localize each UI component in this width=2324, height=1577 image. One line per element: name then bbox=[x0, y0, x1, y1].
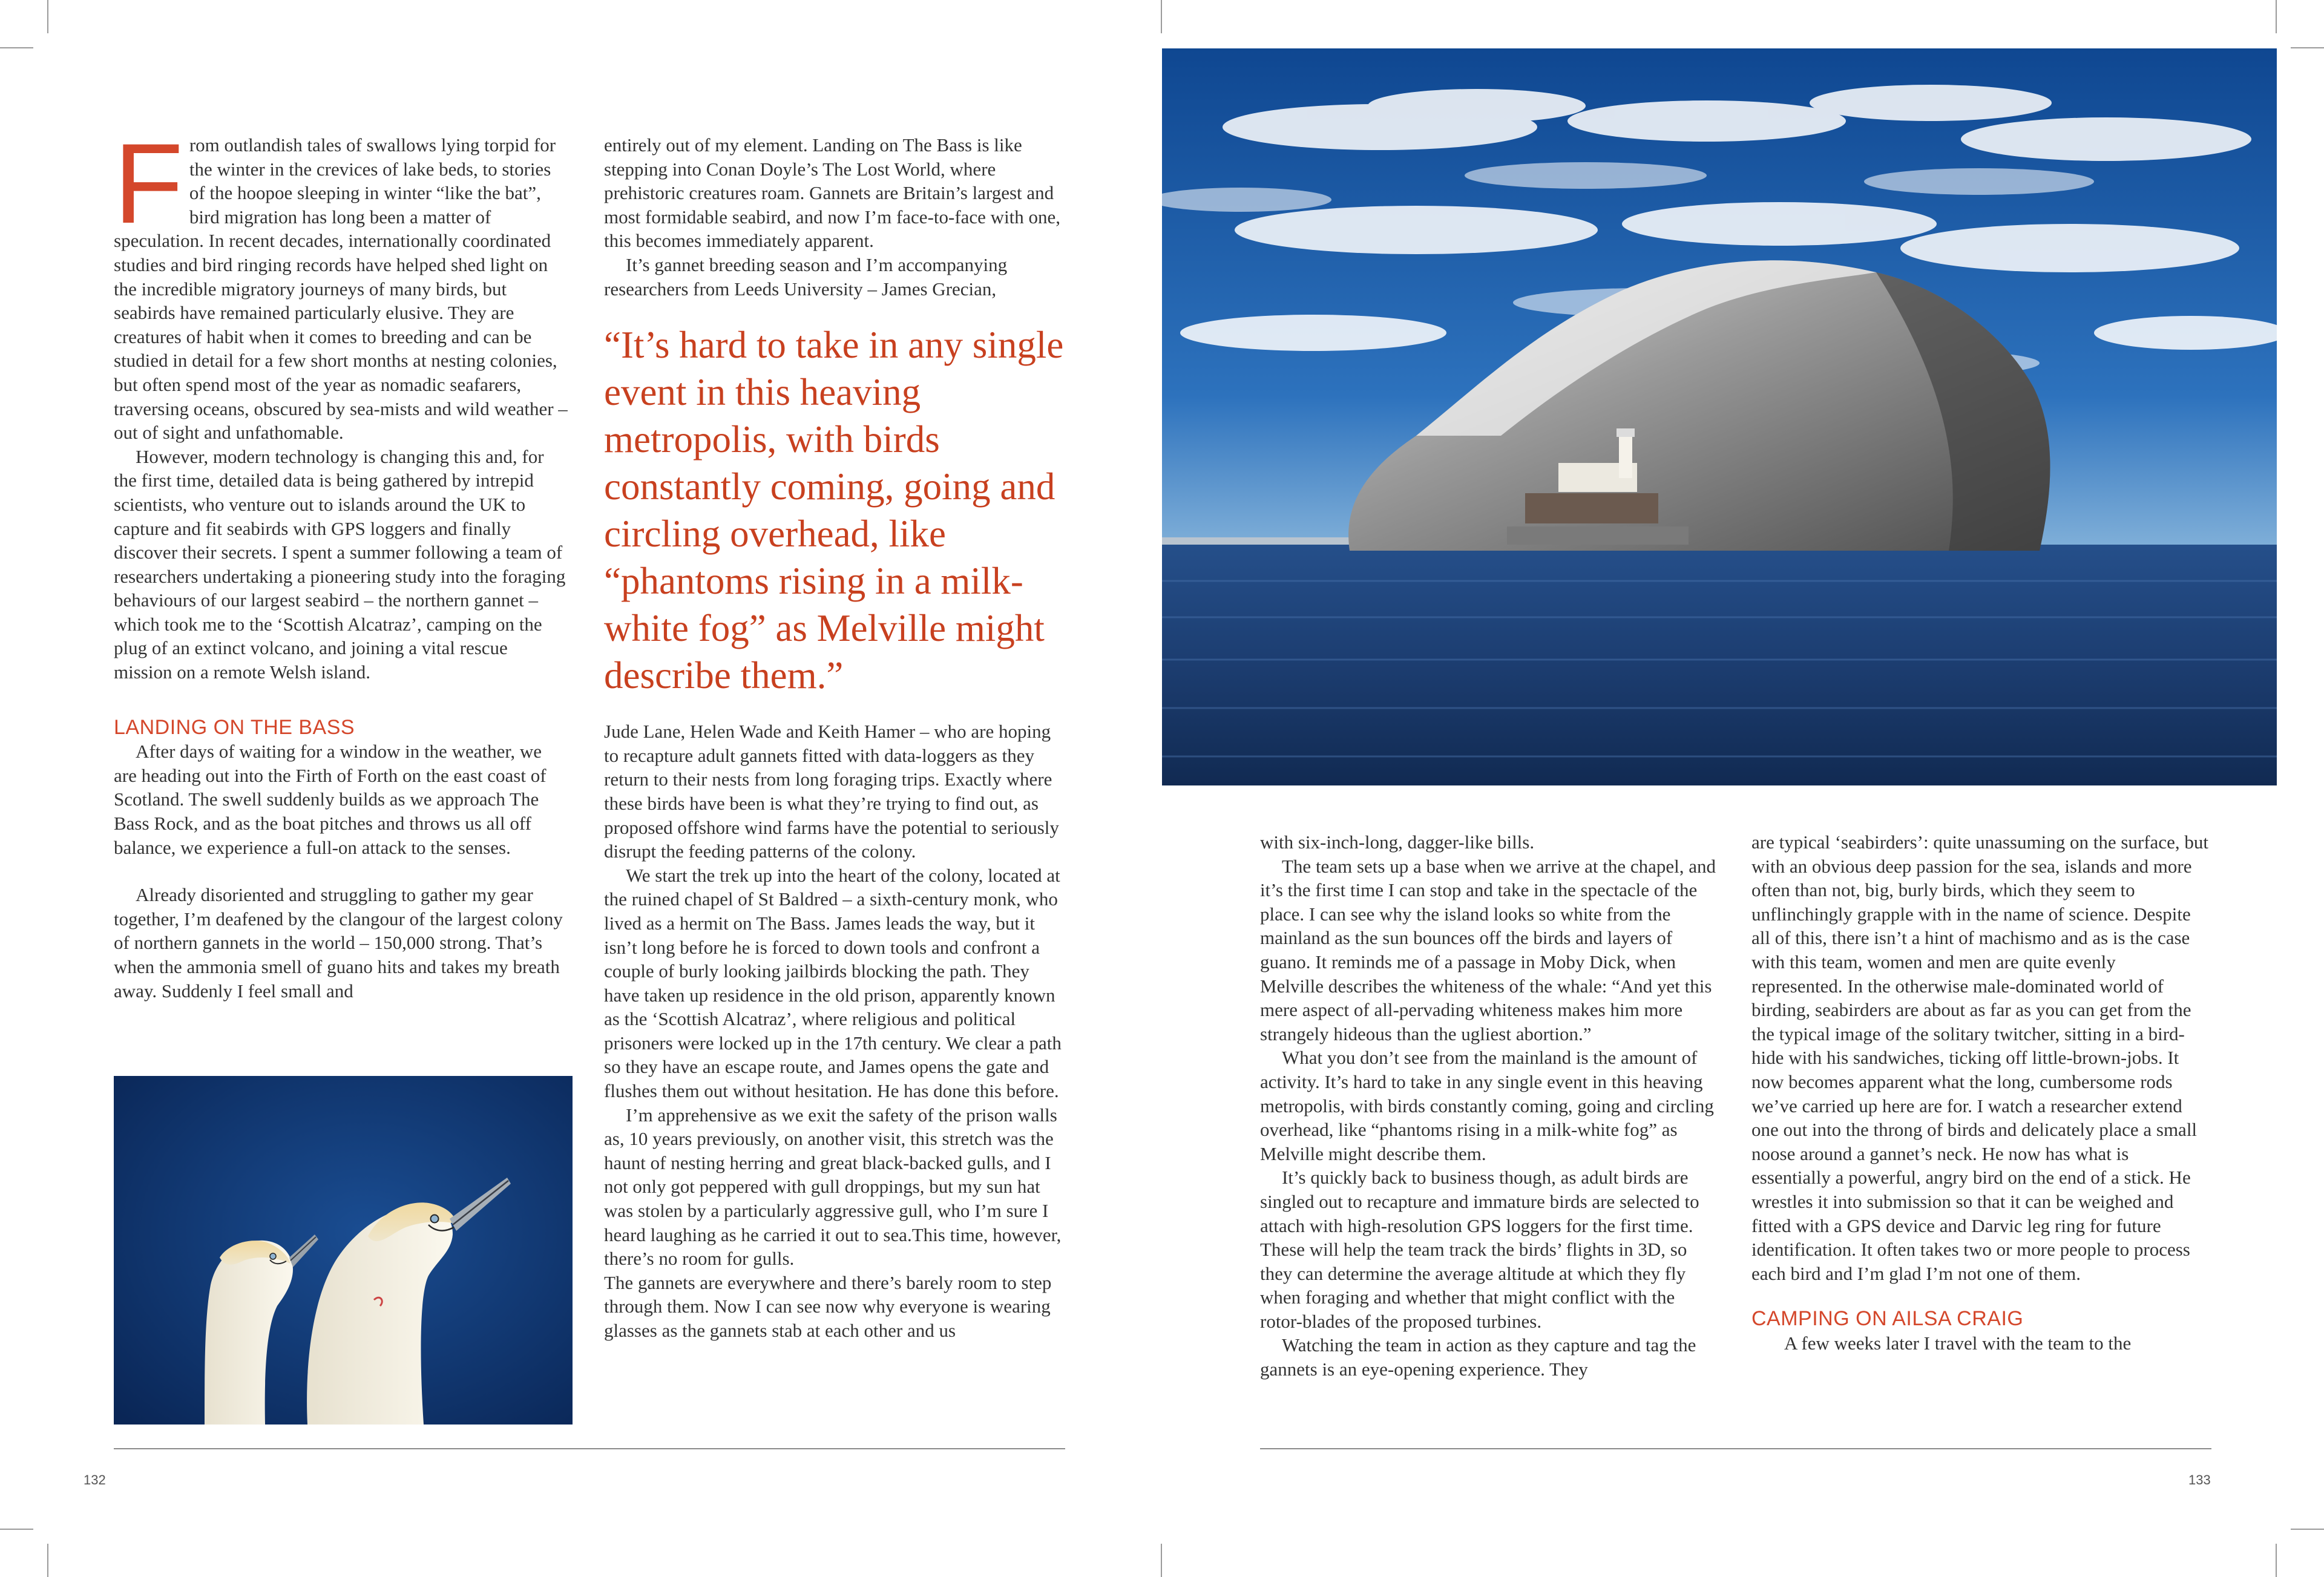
crop-mark bbox=[2291, 47, 2324, 48]
paragraph: After days of waiting for a window in the weather, we are heading out into the Firth of Forth on the east coast of Scotland. The swell suddenly builds as we approach The Bass Rock, and as the boat pitches and throws us all off balance, we experience a full-on attack to the senses. bbox=[114, 741, 547, 858]
paragraph: The team sets up a base when we arrive at the chapel, and it’s the first time I can stop and take in the spectacle of the place. I can see why the island looks so white from the mainland as the sun bounces off the birds and layers of guano. It reminds me of a passage in Moby Dick, when Melville describes the whiteness of the whale: “And yet this mere aspect of all-pervading whiteness makes him more strangely hideous than the ugliest abortion.” bbox=[1260, 855, 1716, 1044]
paragraph: It’s quickly back to business though, as adult birds are singled out to recapture and immature birds are selected to attach with high-resolution GPS loggers for the first time. These will help the team track the birds’ flights in 3D, so they can determine the average altitude at which they fly when foraging and whether that might conflict with the rotor-blades of the proposed turbines. bbox=[1260, 1167, 1699, 1332]
left-page-column-1 bbox=[114, 120, 568, 1003]
footer-rule bbox=[114, 1448, 1065, 1449]
paragraph: The gannets are everywhere and there’s barely room to step through them. Now I can see now why everyone is wearing glasses as the gannets stab at each other and us bbox=[604, 1271, 1052, 1341]
crop-mark bbox=[2276, 1544, 2277, 1577]
paragraph: It’s gannet breeding season and I’m accompanying researchers from Leeds University – James Grecian, bbox=[604, 254, 1008, 300]
paragraph: are typical ‘seabirders’: quite unassuming on the surface, but with an obvious deep passion for the sea, islands and more often than not, big, burly birds, which they seem to unflinchingly grapple with in the name of science. Despite all of this, there isn’t a hint of machismo and as is the case with this team, women and men are quite evenly represented. In the otherwise male-dominated world of birding, seabirders are about as far as you can get from the the typical image of the solitary twitcher, sitting in a bird-hide with his sandwiches, ticking off little-brown-jobs. It now becomes apparent what the long, cumbersome rods we’ve carried up here are for. I watch a researcher extend one out into the throng of birds and delicately place a small noose around a gannet’s neck. He now has what is essentially a powerful, angry bird on the end of a stick. He wrestles it into submission so that it can be weighed and fitted with a GPS device and Darvic leg ring for future identification. It often takes two or more people to process each bird and I’m glad I’m not one of them. bbox=[1751, 831, 2208, 1284]
gannets-photo bbox=[114, 1076, 573, 1425]
bass-rock-photo bbox=[1162, 48, 2277, 785]
paragraph: with six-inch-long, dagger-like bills. bbox=[1260, 831, 1535, 853]
page-number-left: 132 bbox=[84, 1472, 106, 1487]
crop-mark bbox=[2291, 1529, 2324, 1530]
pull-quote: “It’s hard to take in any single event in this heaving metropolis, with birds constantly coming, going and circling overhead, like “phantoms rising in a milk-white fog” as Melville might describe them.” bbox=[604, 324, 1064, 697]
paragraph: A few weeks later I travel with the team to the bbox=[1784, 1332, 2132, 1354]
drop-cap: F bbox=[114, 120, 183, 247]
crop-mark bbox=[0, 47, 33, 48]
crop-mark bbox=[2276, 0, 2277, 33]
left-page-column-2 bbox=[604, 133, 1065, 1343]
crop-mark bbox=[47, 0, 48, 33]
subhead-camping-on-ailsa-craig: CAMPING ON AILSA CRAIG bbox=[1751, 1307, 2024, 1331]
paragraph: Watching the team in action as they capture and tag the gannets is an eye-opening experience. They bbox=[1260, 1334, 1696, 1380]
crop-mark bbox=[1161, 1544, 1162, 1577]
subhead-landing-on-the-bass: LANDING ON THE BASS bbox=[114, 715, 355, 739]
right-page-column-1 bbox=[1260, 830, 1720, 1382]
right-page-column-2 bbox=[1751, 830, 2211, 1355]
paragraph: Jude Lane, Helen Wade and Keith Hamer – who are hoping to recapture adult gannets fitted with data-loggers as they return to their nests from long foraging trips. Exactly where these birds have been is what they’re trying to find out, as proposed offshore wind farms have the potential to seriously disrupt the feeding patterns of the colony. bbox=[604, 721, 1059, 862]
paragraph: We start the trek up into the heart of the colony, located at the ruined chapel of St Baldred – a sixth-century monk, who lived as a hermit on The Bass. James leads the way, but it isn’t long before he is forced to down tools and confront a couple of burly looking jailbirds blocking the path. They have taken up residence in the old prison, apparently known as the ‘Scottish Alcatraz’, where religious and political prisoners were locked up in the 17th century. We clear a path so they have an escape route, and James opens the gate and flushes them out without hesitation. He has done this before. bbox=[604, 864, 1062, 1102]
paragraph: However, modern technology is changing this and, for the first time, detailed data is being gathered by intrepid scientists, who venture out to islands around the UK to capture and fit seabirds with GPS loggers and finally discover their secrets. I spent a summer following a team of researchers undertaking a pioneering study into the foraging behaviours of our largest seabird – the northern gannet – which took me to the ‘Scottish Alcatraz’, camping on the plug of an extinct volcano, and joining a vital rescue mission on a remote Welsh island. bbox=[114, 445, 566, 683]
crop-mark bbox=[1161, 0, 1162, 33]
page-number-right: 133 bbox=[2188, 1472, 2211, 1487]
paragraph: Already disoriented and struggling to gather my gear together, I’m deafened by the clangour of the largest colony of northern gannets in the world – 150,000 strong. That’s when the ammonia smell of guano hits and takes my breath away. Suddenly I feel small and bbox=[114, 884, 563, 1002]
crop-mark bbox=[47, 1544, 48, 1577]
intro-text: rom outlandish tales of swallows lying torpid for the winter in the crevices of lake beds, to stories of the hoopoe sleeping in winter “like the bat”, bird migration has long been a matter of speculation. In recent decades, internationally coordinated studies and bird ringing records have helped shed light on the incredible migratory journeys of many birds, but seabirds have remained particularly elusive. They are creatures of habit when it comes to breeding and can be studied in detail for a few short months at nesting colonies, but often spend most of the year as nomadic seafarers, traversing oceans, obscured by sea-mists and wild weather – out of sight and unfathomable. bbox=[114, 134, 568, 444]
paragraph: I’m apprehensive as we exit the safety of the prison walls as, 10 years previously, on another visit, this stretch was the haunt of nesting herring and great black-backed gulls, and I not only got peppered with gull droppings, but my sun hat was stolen by a particularly aggressive gull, who I’m sure I heard laughing as he carried it out to sea.This time, however, there’s no room for gulls. bbox=[604, 1104, 1062, 1270]
paragraph: What you don’t see from the mainland is the amount of activity. It’s hard to take in any single event in this heaving metropolis, with birds constantly coming, going and circling overhead, like “phantoms rising in a milk-white fog” as Melville might describe them. bbox=[1260, 1047, 1714, 1164]
paragraph: entirely out of my element. Landing on The Bass is like stepping into Conan Doyle’s The Lost World, where prehistoric creatures roam. Gannets are Britain’s largest and most formidable seabird, and now I’m face-to-face with one, this becomes immediately apparent. bbox=[604, 134, 1061, 252]
crop-mark bbox=[0, 1529, 33, 1530]
intro-paragraph bbox=[114, 120, 568, 445]
footer-rule bbox=[1260, 1448, 2211, 1449]
